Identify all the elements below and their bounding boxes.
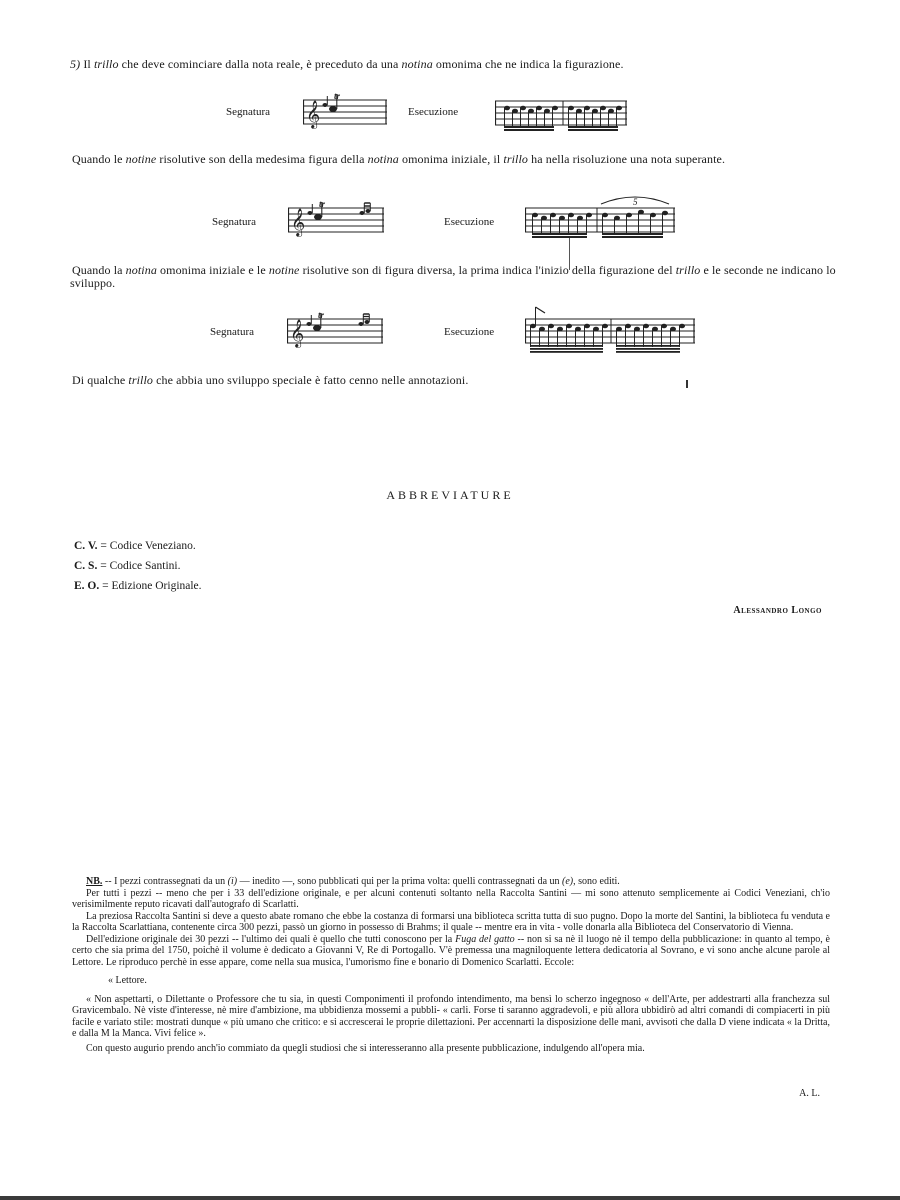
note-paragraph-3: La preziosa Raccolta Santini si deve a questo abate romano che ebbe la costanza di formarsi una biblioteca scritta tutta di suo pugno. Dopo la morte del Santini, la biblioteca fu venduta e la Raccolta Scarlattiana, contenente circa 300 pezzi, passò un giorno in possesso di Brahms; il quale -- mentre era in vita - volle donarla alla Biblioteca del Conservatorio di Vienna. [72, 910, 830, 933]
paragraph-trill-rule-2: Quando le notine risolutive son della medesima figura della notina omonima iniziale, il trillo ha nella risoluzione una nota superante. [72, 152, 726, 166]
editorial-notes [72, 876, 830, 1054]
svg-text:tr: tr [319, 200, 326, 209]
staff-signature-1 [303, 92, 389, 132]
svg-text:𝄞: 𝄞 [291, 208, 306, 236]
label-segnatura-2: Segnatura [212, 216, 256, 228]
abbreviation-item: E. O. = Edizione Originale. [74, 580, 202, 592]
staff-signature-2 [288, 200, 386, 240]
music-example-execution-2 [525, 192, 677, 238]
abbreviations-heading: ABBREVIATURE [386, 488, 514, 502]
tuplet-number: 5 [633, 197, 638, 207]
music-example-signature-3 [287, 311, 385, 351]
note-paragraph-2: Per tutti i pezzi -- meno che per i 33 dell'edizione originale, e per alcuni contenuti soltanto nella Raccolta Santini — mi sono attenuto semplicemente ai Codici Veneziani, ch'io verisimilmente reputo ricavati dall'autografo di Scarlatti. [72, 887, 830, 910]
abbreviation-item: C. V. = Codice Veneziano. [74, 540, 196, 552]
scan-mark [686, 380, 688, 388]
label-esecuzione-3: Esecuzione [444, 326, 495, 338]
svg-text:𝄞: 𝄞 [306, 100, 321, 128]
page-edge [0, 1196, 900, 1200]
author-signature: Alessandro Longo [733, 605, 822, 616]
note-paragraph-7: Con questo augurio prendo anch'io commiato da quegli studiosi che si interesseranno alla presente pubblicazione, indulgendo all'opera mia. [86, 1042, 645, 1054]
paragraph-trill-rule-3: Quando la notina omonima iniziale e le notine risolutive son di figura diversa, la prima indica l'inizio della figurazione del trillo e le seconde ne indicano lo sviluppo. [70, 263, 836, 290]
music-example-execution-3 [525, 305, 697, 353]
label-segnatura-1: Segnatura [226, 106, 270, 118]
svg-text:𝄞: 𝄞 [290, 319, 305, 347]
label-segnatura-3: Segnatura [210, 326, 254, 338]
label-esecuzione-2: Esecuzione [444, 216, 495, 228]
paragraph-trill-rule-1: 5) Il trillo che deve cominciare dalla nota reale, è preceduto da una notina omonima che ne indica la figurazione. [70, 57, 624, 71]
music-example-signature-1 [303, 92, 389, 132]
staff-signature-3 [287, 311, 385, 351]
staff-execution-1 [495, 95, 629, 131]
trill-mark: tr [334, 92, 341, 101]
abbreviations-list [74, 536, 474, 596]
rule-number: 5) [70, 57, 81, 71]
music-example-signature-2 [288, 200, 386, 240]
note-paragraph-1: NB. -- I pezzi contrassegnati da un (i) — inedito —, sono pubblicati qui per la prima volta: quelli contrassegnati da un (e), sono editi. [86, 876, 620, 887]
music-example-execution-1 [495, 95, 629, 131]
staff-execution-2 [525, 192, 677, 238]
note-paragraph-5: « Lettore. [108, 975, 147, 986]
editor-initials: A. L. [799, 1088, 820, 1099]
svg-text:tr: tr [318, 311, 325, 320]
note-paragraph-4: Dell'edizione originale dei 30 pezzi -- l'ultimo dei quali è quello che tutti conoscono per la Fuga del gatto -- non si sa nè il luogo nè il tempo della pubblicazione: in quanto al tempo, è certo che sia prima del 1750, poichè il volume è dedicato a Giovanni V, Re di Portogallo. V'è premessa una magniloquente lettera dedicatoria al Sovrano, e vi sono anche alcune parole al Lettore. Le riproduco perchè in esse appare, come nella sua musica, l'umorismo fine e bonario di Domenico Scarlatti. Eccole: [72, 933, 831, 968]
note-paragraph-6: « Non aspettarti, o Dilettante o Professore che tu sia, in questi Componimenti il profondo intendimento, ma bensì lo scherzo ingegnoso « dell'Arte, per addestrarti alla franchezza sul Gravicembalo. Nè viste d'interesse, nè mire d'ambizione, ma ubbidienza mossemi a pubbli- « carli. Forse ti saranno aggradevoli, e più allora ubbidirò ad altri comandi di compiacerti in più facile e variato stile: mostrati dunque « più umano che critico: e si accrescerai le proprie dilettazioni. Per accennarti la disposizione delle mani, avvisoti che dalla D viene indicata « la Dritta, e dalla M la Manca. Vivi felice ». [72, 993, 830, 1039]
abbreviation-item: C. S. = Codice Santini. [74, 560, 181, 572]
label-esecuzione-1: Esecuzione [408, 106, 459, 118]
nb-label: NB. [86, 876, 103, 887]
staff-execution-3 [525, 305, 697, 353]
paragraph-trill-rule-4: Di qualche trillo che abbia uno sviluppo speciale è fatto cenno nelle annotazioni. [72, 373, 469, 387]
